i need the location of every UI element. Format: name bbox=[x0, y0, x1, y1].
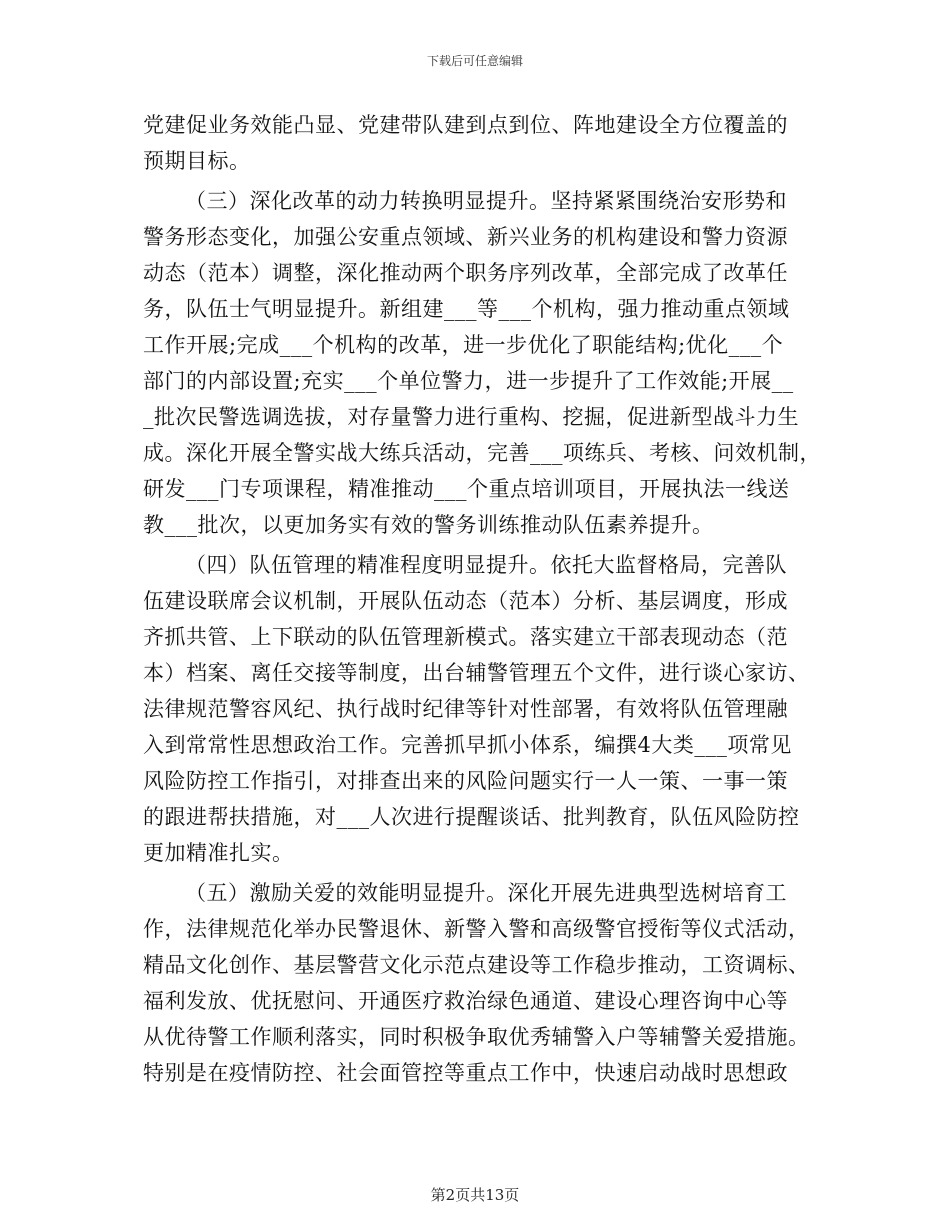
text-line: 精品文化创作、基层警营文化示范点建设等工作稳步推动，工资调标、 bbox=[143, 953, 810, 977]
paragraph bbox=[143, 107, 823, 179]
text-line: 部门的内部设置;充实___个单位警力，进一步提升了工作效能;开展__ bbox=[143, 369, 794, 393]
page-footer: 第2页共13页 bbox=[430, 1186, 520, 1204]
text-line: 动态（范本）调整，深化推动两个职务序列改革，全部完成了改革任 bbox=[143, 261, 788, 285]
text-line: 研发___门专项课程，精准推动___个重点培训项目，开展执法一线送 bbox=[143, 477, 790, 501]
text-line: 预期目标。 bbox=[143, 149, 251, 173]
paragraph bbox=[143, 547, 823, 871]
text-line: _批次民警选调选拔，对存量警力进行重构、挖掘，促进新型战斗力生 bbox=[143, 405, 799, 429]
text-line: 工作开展;完成___个机构的改革，进一步优化了职能结构;优化___个 bbox=[143, 333, 784, 357]
text-line: 党建促业务效能凸显、党建带队建到点到位、阵地建设全方位覆盖的 bbox=[143, 113, 788, 137]
text-line: （三）深化改革的动力转换明显提升。坚持紧紧围绕治安形势和 bbox=[185, 189, 787, 213]
text-line: （四）队伍管理的精准程度明显提升。依托大监督格局，完善队 bbox=[185, 553, 787, 577]
text-line: 的跟进帮扶措施，对___人次进行提醒谈话、批判教育，队伍风险防控 bbox=[143, 805, 800, 829]
text-line: 入到常常性思想政治工作。完善抓早抓小体系，编撰4大类___项常见 bbox=[143, 733, 792, 757]
text-line: 务，队伍士气明显提升。新组建___等___个机构，强力推动重点领域 bbox=[143, 297, 790, 321]
text-line: 从优待警工作顺利落实，同时积极争取优秀辅警入户等辅警关爱措施。 bbox=[143, 1025, 810, 1049]
text-line: 特别是在疫情防控、社会面管控等重点工作中，快速启动战时思想政 bbox=[143, 1061, 788, 1085]
text-line: 风险防控工作指引，对排查出来的风险问题实行一人一策、一事一策 bbox=[143, 769, 788, 793]
text-line: 作，法律规范化举办民警退休、新警入警和高级警官授衔等仪式活动， bbox=[143, 917, 810, 941]
page-header: 下载后可任意编辑 bbox=[426, 54, 523, 68]
paragraph bbox=[143, 183, 823, 543]
text-line: 法律规范警容风纪、执行战时纪律等针对性部署，有效将队伍管理融 bbox=[143, 697, 788, 721]
text-line: 本）档案、离任交接等制度，出台辅警管理五个文件，进行谈心家访、 bbox=[143, 661, 810, 685]
text-line: 成。深化开展全警实战大练兵活动，完善___项练兵、考核、问效机制， bbox=[143, 441, 821, 465]
paragraph bbox=[143, 875, 823, 1091]
text-line: 教___批次，以更加务实有效的警务训练推动队伍素养提升。 bbox=[143, 513, 714, 537]
text-line: 警务形态变化，加强公安重点领域、新兴业务的机构建设和警力资源 bbox=[143, 225, 788, 249]
document-body bbox=[143, 107, 823, 1091]
text-line: 齐抓共管、上下联动的队伍管理新模式。落实建立干部表现动态（范 bbox=[143, 625, 788, 649]
text-line: （五）激励关爱的效能明显提升。深化开展先进典型选树培育工 bbox=[185, 881, 787, 905]
text-line: 福利发放、优抚慰问、开通医疗救治绿色通道、建设心理咨询中心等 bbox=[143, 989, 788, 1013]
text-line: 更加精准扎实。 bbox=[143, 841, 294, 865]
text-line: 伍建设联席会议机制，开展队伍动态（范本）分析、基层调度，形成 bbox=[143, 589, 788, 613]
